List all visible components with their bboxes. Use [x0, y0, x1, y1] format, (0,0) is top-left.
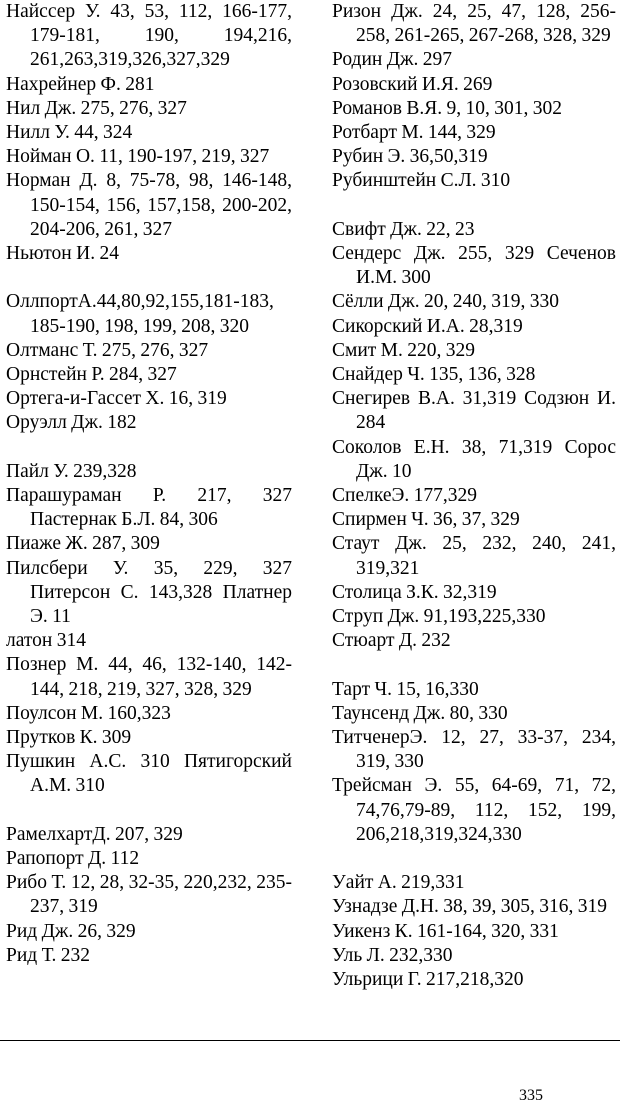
- index-entry: СпелкеЭ. 177,329: [332, 485, 477, 507]
- index-entry: Снегирев В.А. 31,319 Содзюн И. 284: [332, 388, 616, 434]
- index-entry: Орнстейн Р. 284, 327: [6, 364, 177, 386]
- index-entry: Рид Дж. 26, 329: [6, 920, 136, 942]
- letter-group-gap: [6, 799, 292, 823]
- index-entry: Нахрейнер Ф. 281: [6, 73, 155, 95]
- index-entry: Пайл У. 239,328: [6, 460, 137, 482]
- index-entry: Ньютон И. 24: [6, 243, 119, 265]
- index-entry: Рид Т. 232: [6, 944, 91, 966]
- index-entry: Сендерс Дж. 255, 329 Сеченов И.М. 300: [332, 243, 616, 289]
- index-entry: Парашураман Р. 217, 327 Пастернак Б.Л. 84, 306: [6, 485, 292, 531]
- index-entry: Смит М. 220, 329: [332, 339, 476, 361]
- letter-group-gap: [332, 847, 616, 871]
- index-entry: Пиаже Ж. 287, 309: [6, 533, 160, 555]
- index-entry: Рибо Т. 12, 28, 32-35, 220,232, 235-237, 319: [6, 872, 292, 918]
- index-entry: Ортега-и-Гассет Х. 16, 319: [6, 388, 227, 410]
- index-entry: Уайт А. 219,331: [332, 872, 465, 894]
- index-entry: Узнадзе Д.Н. 38, 39, 305, 316, 319: [332, 896, 608, 918]
- index-entry: Снайдер Ч. 135, 136, 328: [332, 364, 536, 386]
- index-entry: Прутков К. 309: [6, 727, 132, 749]
- index-entry: Пилсбери У. 35, 229, 327 Питерсон С. 143,328 Платнер Э. 11: [6, 557, 292, 628]
- index-entry: Родин Дж. 297: [332, 49, 452, 71]
- index-list-left: [6, 0, 292, 968]
- letter-group-gap: [6, 436, 292, 460]
- index-entry: Ульрици Г. 217,218,320: [332, 969, 524, 991]
- index-entry: Нил Дж. 275, 276, 327: [6, 97, 187, 119]
- index-list-right: [332, 0, 616, 992]
- index-entry: латон 314: [6, 630, 86, 652]
- index-entry: Олтманс Т. 275, 276, 327: [6, 339, 209, 361]
- index-entry: Уль Л. 232,330: [332, 944, 453, 966]
- index-entry: Ротбарт М. 144, 329: [332, 122, 496, 144]
- index-entry: Уикенз К. 161-164, 320, 331: [332, 920, 559, 942]
- index-entry: Спирмен Ч. 36, 37, 329: [332, 509, 520, 531]
- index-entry: Сёлли Дж. 20, 240, 319, 330: [332, 291, 559, 313]
- index-entry: Тарт Ч. 15, 16,330: [332, 678, 479, 700]
- index-entry: Свифт Дж. 22, 23: [332, 218, 475, 240]
- index-entry: Таунсенд Дж. 80, 330: [332, 702, 508, 724]
- index-entry: Трейсман Э. 55, 64-69, 71, 72, 74,76,79-89, 112, 152, 199, 206,218,319,324,330: [332, 775, 616, 845]
- page-number: 335: [519, 1087, 543, 1104]
- index-entry: РамелхартД. 207, 329: [6, 823, 183, 845]
- footer-rule: [0, 1040, 620, 1041]
- index-entry: Романов В.Я. 9, 10, 301, 302: [332, 97, 563, 119]
- letter-group-gap: [6, 266, 292, 290]
- index-entry: Стаут Дж. 25, 232, 240, 241, 319,321: [332, 533, 616, 579]
- index-entry: Сикорский И.А. 28,319: [332, 315, 523, 337]
- index-entry: Найссер У. 43, 53, 112, 166-177, 179-181, 190, 194,216, 261,263,319,326,327,329: [6, 1, 292, 71]
- index-entry: Норман Д. 8, 75-78, 98, 146-148, 150-154, 156, 157,158, 200-202, 204-206, 261, 327: [6, 170, 292, 240]
- letter-group-gap: [332, 194, 616, 218]
- index-entry: Рубин Э. 36,50,319: [332, 146, 488, 168]
- index-entry: Соколов Е.Н. 38, 71,319 Сорос Дж. 10: [332, 436, 616, 482]
- index-entry: Поулсон М. 160,323: [6, 702, 171, 724]
- index-column-right: [332, 0, 616, 992]
- index-entry: Рубинштейн С.Л. 310: [332, 170, 511, 192]
- index-column-left: [6, 0, 292, 968]
- index-entry: Оруэлл Дж. 182: [6, 412, 137, 434]
- index-entry: ТитченерЭ. 12, 27, 33-37, 234, 319, 330: [332, 727, 616, 773]
- index-entry: Розовский И.Я. 269: [332, 73, 493, 95]
- index-entry: Стюарт Д. 232: [332, 630, 451, 652]
- index-entry: Пушкин А.С. 310 Пятигорский А.М. 310: [6, 751, 292, 797]
- index-entry: Струп Дж. 91,193,225,330: [332, 606, 546, 628]
- index-entry: Нилл У. 44, 324: [6, 122, 133, 144]
- index-entry: Столица З.К. 32,319: [332, 581, 497, 603]
- index-entry: Рапопорт Д. 112: [6, 848, 140, 870]
- index-entry: Ризон Дж. 24, 25, 47, 128, 256-258, 261-265, 267-268, 328, 329: [332, 1, 616, 47]
- index-entry: Нойман О. 11, 190-197, 219, 327: [6, 146, 270, 168]
- index-entry: Познер М. 44, 46, 132-140, 142-144, 218, 219, 327, 328, 329: [6, 654, 292, 700]
- letter-group-gap: [332, 653, 616, 677]
- index-entry: ОллпортА.44,80,92,155,181-183, 185-190, 198, 199, 208, 320: [6, 291, 274, 337]
